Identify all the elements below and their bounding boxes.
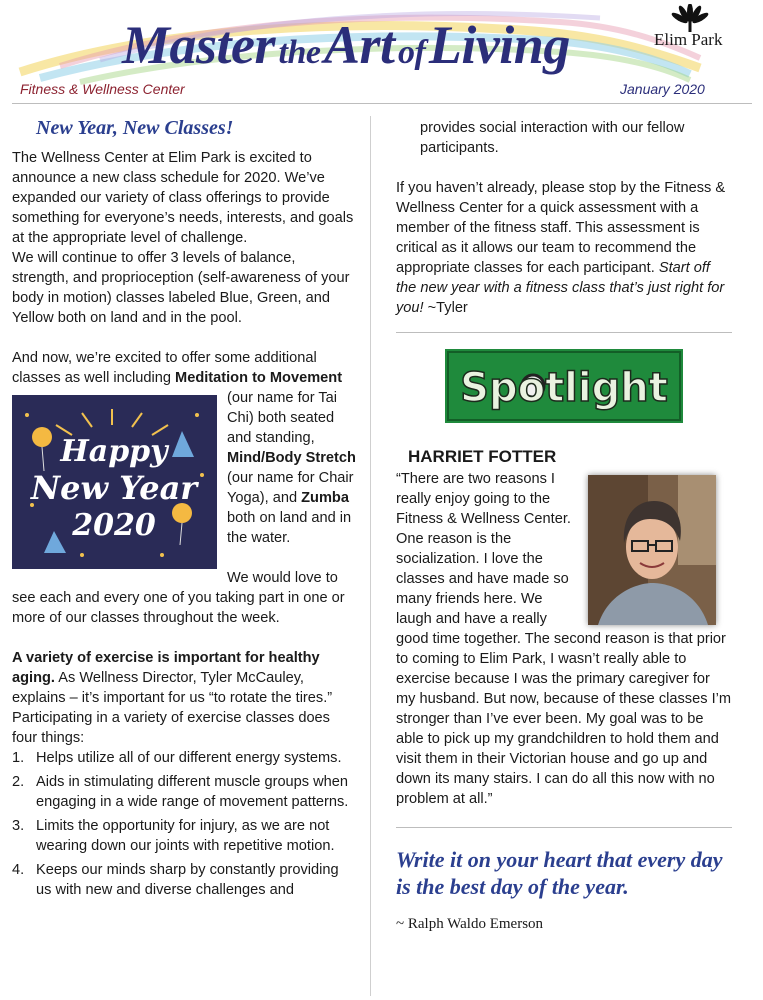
article-heading: New Year, New Classes!	[36, 117, 234, 139]
list-item: 2. Aids in stimulating different muscle groups when engaging in a wide range of movement patterns.	[12, 774, 349, 810]
happy-new-year-2020-graphic	[12, 395, 217, 569]
graphic-text-new-year: New Year	[30, 469, 198, 507]
benefits-list	[12, 748, 356, 900]
center-subtitle: Fitness & Wellness Center	[20, 81, 185, 97]
spotlight-banner	[445, 349, 683, 423]
spotlight-person-name: HARRIET FOTTER	[408, 447, 557, 466]
article-paragraph-3: And now, we’re excited to offer some additional classes as well including Meditation to Movement Happy New Year 2020 (our name for Tai Chi) both seated and standing, Mind/Body Stretch (our name for Chair Yoga), and Zumba both on land and in the water.	[12, 348, 356, 548]
list-item: 1. Helps utilize all of our different energy systems.	[12, 750, 342, 766]
newsletter-title: Master the Art of Living	[122, 15, 570, 75]
emerson-quote: Write it on your heart that every day is the best day of the year.	[396, 847, 723, 899]
right-column	[396, 118, 732, 934]
class-name-meditation: Meditation to Movement	[175, 370, 343, 386]
list-item: 4. Keeps our minds sharp by constantly providing us with new and diverse challenges and	[12, 862, 339, 898]
masthead	[0, 0, 763, 104]
column-divider	[370, 116, 371, 996]
elim-park-logo-text: Elim Park	[654, 30, 723, 49]
article-paragraph-6: If you haven’t already, please stop by the Fitness & Wellness Center for a quick assessment with a member of the fitness staff. This assessment is critical as it allows our team to recommend the appropriate classes for each participant. Start off the new year with a fitness class that’s just right for you! ~Tyler	[396, 180, 726, 316]
harriet-fotter-photo	[588, 475, 716, 625]
graphic-text-happy: Happy	[60, 434, 168, 469]
issue-date: January 2020	[620, 81, 705, 97]
article-paragraph-5: A variety of exercise is important for healthy aging. As Wellness Director, Tyler McCauley, explains – it’s important for us “to rotate the tires.” Participating in a variety of exercise classes does four things:	[12, 650, 333, 746]
article-paragraph-4: We would love to see each and every one of you taking part in one or more of our classes throughout the week.	[12, 570, 345, 626]
list-item-continuation: provides social interaction with our fellow participants.	[420, 120, 685, 156]
class-name-zumba: Zumba	[301, 490, 349, 506]
header-divider	[12, 103, 752, 104]
class-name-mind-body: Mind/Body Stretch	[227, 450, 356, 466]
spotlight-story: “There are two reasons I really enjoy going to the Fitness & Wellness Center. One reason is the socialization. I love the classes and have made so many friends here. We laugh and have a really good time together. The second reason is that prior to coming to Elim Park, I wasn’t really able to exercise because I was the primary caregiver for my husband. But now, because of these classes I’m stronger than I’ve ever been. My goal was to be able to pick up my grandchildren to hold them and visit them in their Victorian house and go up and down its many stairs. I can do all this now with no problem at all.”	[396, 471, 732, 807]
left-column	[12, 118, 356, 904]
list-item: 3. Limits the opportunity for injury, as we are not wearing down our joints with repetitive motion.	[12, 818, 335, 854]
article-paragraph-1: The Wellness Center at Elim Park is excited to announce a new class schedule for 2020. We’ve expanded our variety of class offerings to provide something for everyone’s needs, interests, and goals at the appropriate level of challenge.	[12, 150, 354, 246]
graphic-text-2020: 2020	[72, 508, 156, 543]
spotlight-banner-text: Spotlight	[460, 365, 668, 411]
article-paragraph-2: We will continue to offer 3 levels of balance, strength, and proprioception (self-awareness of your body in motion) classes labeled Blue, Green, and Yellow both on land and in the pool.	[12, 250, 350, 326]
quote-author: ~ Ralph Waldo Emerson	[396, 916, 544, 932]
